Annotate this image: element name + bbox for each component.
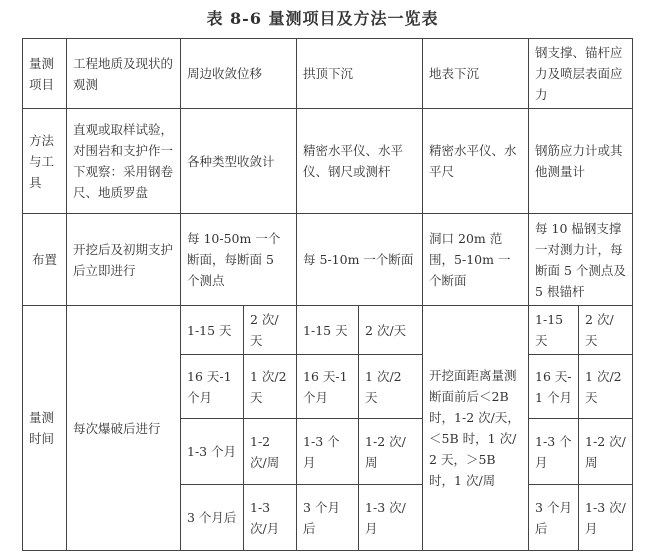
time-stress-freq: 1 次/2 天 <box>579 355 633 419</box>
header-crown: 拱顶下沉 <box>297 39 423 109</box>
table-title: 表 8-6 量测项目及方法一览表 <box>206 9 439 28</box>
time-crown-freq: 2 次/天 <box>359 306 423 355</box>
header-geo: 工程地质及现状的观测 <box>67 39 181 109</box>
layout-conv: 每 10-50m 一个断面，每断面 5 个测点 <box>181 214 297 306</box>
row-label-methods: 方法与工具 <box>23 109 67 214</box>
header-item: 量测项目 <box>23 39 67 109</box>
methods-geo: 直观或取样试验，对围岩和支护作一下观察：采用钢卷尺、地质罗盘 <box>67 109 181 214</box>
time-crown-freq: 1-3 次/月 <box>359 485 423 551</box>
time-conv-period: 1-15 天 <box>181 306 244 355</box>
layout-surface: 洞口 20m 范围，5-10m 一个断面 <box>423 214 529 306</box>
time-crown-period: 16 天-1 个月 <box>297 355 359 419</box>
table-row <box>23 214 633 306</box>
time-conv-freq: 1-3 次/月 <box>244 485 297 551</box>
methods-crown: 精密水平仪、水平仪、钢尺或测杆 <box>297 109 423 214</box>
time-crown-period: 1-3 个月 <box>297 419 359 485</box>
time-crown-period: 1-15 天 <box>297 306 359 355</box>
time-crown-period: 3 个月后 <box>297 485 359 551</box>
layout-geo: 开挖后及初期支护后立即进行 <box>67 214 181 306</box>
methods-stress: 钢筋应力计或其他测量计 <box>529 109 633 214</box>
time-stress-freq: 1-2 次/周 <box>579 419 633 485</box>
time-conv-freq: 2 次/天 <box>244 306 297 355</box>
layout-crown: 每 5-10m 一个断面 <box>297 214 423 306</box>
time-stress-period: 3 个月后 <box>529 485 579 551</box>
header-stress: 钢支撑、锚杆应力及喷层表面应力 <box>529 39 633 109</box>
measurement-table <box>22 38 633 551</box>
time-conv-period: 16 天-1 个月 <box>181 355 244 419</box>
time-conv-period: 1-3 个月 <box>181 419 244 485</box>
header-surface: 地表下沉 <box>423 39 529 109</box>
row-label-layout: 布置 <box>23 214 67 306</box>
methods-surface: 精密水平仪、水平尺 <box>423 109 529 214</box>
time-crown-freq: 1-2 次/周 <box>359 419 423 485</box>
time-stress-freq: 1-3 次/月 <box>579 485 633 551</box>
time-stress-freq: 2 次/天 <box>579 306 633 355</box>
time-conv-freq: 1 次/2 天 <box>244 355 297 419</box>
layout-stress: 每 10 榀钢支撑一对测力计，每断面 5 个测点及 5 根锚杆 <box>529 214 633 306</box>
time-stress-period: 16 天-1 个月 <box>529 355 579 419</box>
time-conv-freq: 1-2 次/周 <box>244 419 297 485</box>
time-conv-period: 3 个月后 <box>181 485 244 551</box>
table-row <box>23 109 633 214</box>
header-conv: 周边收敛位移 <box>181 39 297 109</box>
time-stress-period: 1-3 个月 <box>529 419 579 485</box>
methods-conv: 各种类型收敛计 <box>181 109 297 214</box>
time-surface: 开挖面距离量测断面前后＜2B 时，1-2 次/天，＜5B 时，1 次/2 天，＞5B 时，1 次/周 <box>423 306 529 551</box>
time-stress-period: 1-15 天 <box>529 306 579 355</box>
table-row <box>23 39 633 109</box>
time-crown-freq: 1 次/2 天 <box>359 355 423 419</box>
table-row <box>23 306 633 355</box>
row-label-time: 量测时间 <box>23 306 67 551</box>
time-geo: 每次爆破后进行 <box>67 306 181 551</box>
